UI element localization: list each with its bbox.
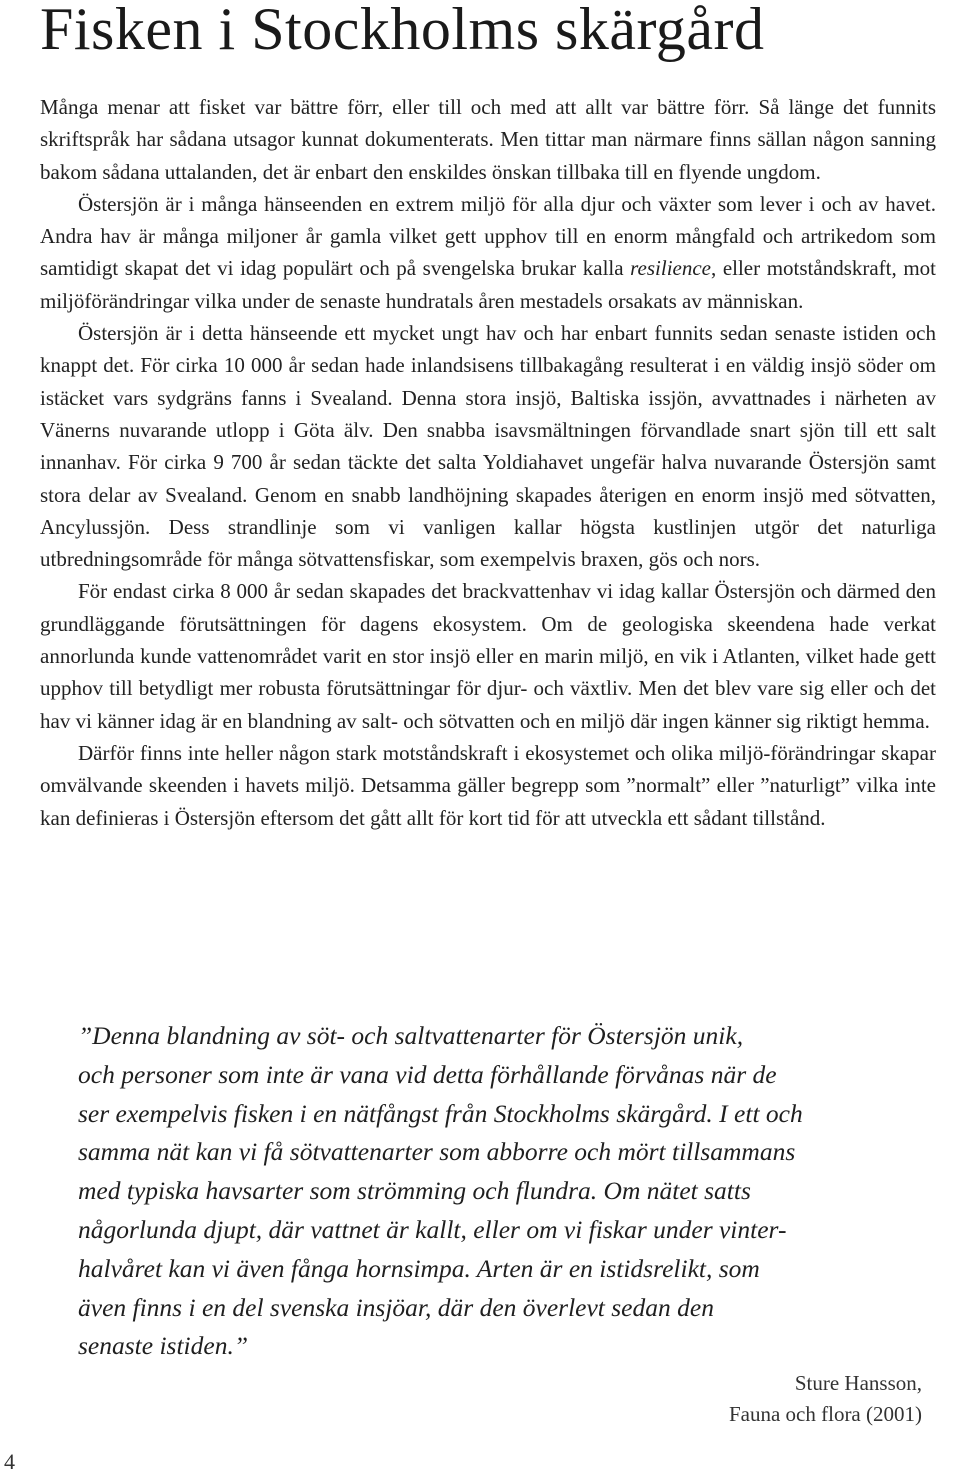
paragraph-intro: Många menar att fisket var bättre förr, eller till och med att allt var bättre förr. Så länge det funnits skriftspråk har sådana utsagor kunnat dokumenterats. Men tittar man närmare finns sällan någon sanning bakom sådana uttalanden, det är enbart den enskildes önskan tillbaka till en flyende ungdom. — [40, 95, 936, 184]
paragraph-text: Östersjön är i många hänseenden en extrem miljö för alla djur och växter som lever i och av havet. Andra hav är många miljoner år gamla vilket gett upphov till en enorm mångfald och artrikedom som samtidigt skapat det vi idag populärt och på svengelska brukar kalla — [40, 191, 936, 281]
quote-line: senaste istiden.” — [78, 1331, 248, 1361]
attribution-author: Sture Hansson, — [794, 1371, 922, 1395]
article-body — [40, 91, 936, 834]
quote-line: någorlunda djupt, där vattnet är kallt, eller om vi fiskar under vinter- — [78, 1214, 787, 1244]
paragraph-brackish-sea: För endast cirka 8 000 år sedan skapades det brackvattenhav vi idag kallar Östersjön och därmed den grundläggande förutsättningen för dagens ekosystem. Om de geologiska skeendena hade verkat annorlunda kunde vattenområdet varit en stor insjö eller en marin miljö, en vik i Atlanten, vilket hade gett upphov till betydligt mer robusta förutsättningar för djur- och växtliv. Men det blev vare sig eller och det hav vi känner idag är en blandning av salt- och sötvatten och en miljö där ingen känner sig riktigt hemma. — [40, 579, 936, 733]
paragraph-text: , eller motståndskraft, mot miljöförändringar vilka under de senaste hundratals åren mestadels orsakats av människan. — [40, 256, 936, 313]
quote-line: med typiska havsarter som strömming och flundra. Om nätet satts — [78, 1176, 751, 1206]
quote-line: och personer som inte är vana vid detta förhållande förvånas när de — [78, 1059, 777, 1089]
quote-line: ser exempelvis fisken i en nätfångst från Stockholms skärgård. I ett och — [78, 1098, 803, 1128]
quote-line: halvåret kan vi även fånga hornsimpa. Arten är en istidsrelikt, som — [78, 1253, 760, 1283]
quote-line: även finns i en del svenska insjöar, där den överlevt sedan den — [78, 1292, 714, 1322]
paragraph-resilience: Därför finns inte heller någon stark motståndskraft i ekosystemet och olika miljö-förändringar skapar omvälvande skeenden i havets miljö. Detsamma gäller begrepp som ”normalt” eller ”naturligt” vilka inte kan definieras i Östersjön eftersom det gått allt för kort tid för att utveckla ett sådant tillstånd. — [40, 740, 936, 830]
pull-quote — [78, 1017, 918, 1366]
paragraph-baltic-history: Östersjön är i detta hänseende ett mycket ungt hav och har enbart funnits sedan senaste istiden och knappt det. För cirka 10 000 år sedan hade inlandsisens tillbakagång resulterat i en väldig insjö söder om istäcket vars sydgräns fanns i Svealand. Denna stora insjö, Baltiska issjön, avvattnades i närheten av Vänerns nuvarande utlopp i Göta älv. Den snabba isavsmältningen förvandlade snart sjön till ett salt innanhav. För cirka 9 700 år sedan täckte det salta Yoldiahavet ungefär halva nuvarande Östersjön samt stora delar av Svealand. Genom en snabb landhöjning skapades återigen en enorm insjö med sötvatten, Ancylussjön. Dess strandlinje som vi vanligen kallar högsta kustlinjen utgör det naturliga utbredningsområde för många sötvattensfiskar, som exempelvis braxen, gös och nors. — [40, 321, 936, 572]
quote-attribution — [729, 1368, 922, 1430]
page-number: 4 — [4, 1449, 15, 1474]
quote-line: ”Denna blandning av söt- och saltvattenarter för Östersjön unik, — [78, 1021, 744, 1050]
page-title: Fisken i Stockholms skärgård — [40, 0, 765, 62]
italic-term: resilience — [630, 256, 711, 281]
attribution-source: Fauna och flora (2001) — [728, 1402, 922, 1426]
paragraph-baltic-extreme — [40, 188, 936, 317]
quote-line: samma nät kan vi få sötvattenarter som abborre och mört tillsammans — [78, 1137, 796, 1167]
